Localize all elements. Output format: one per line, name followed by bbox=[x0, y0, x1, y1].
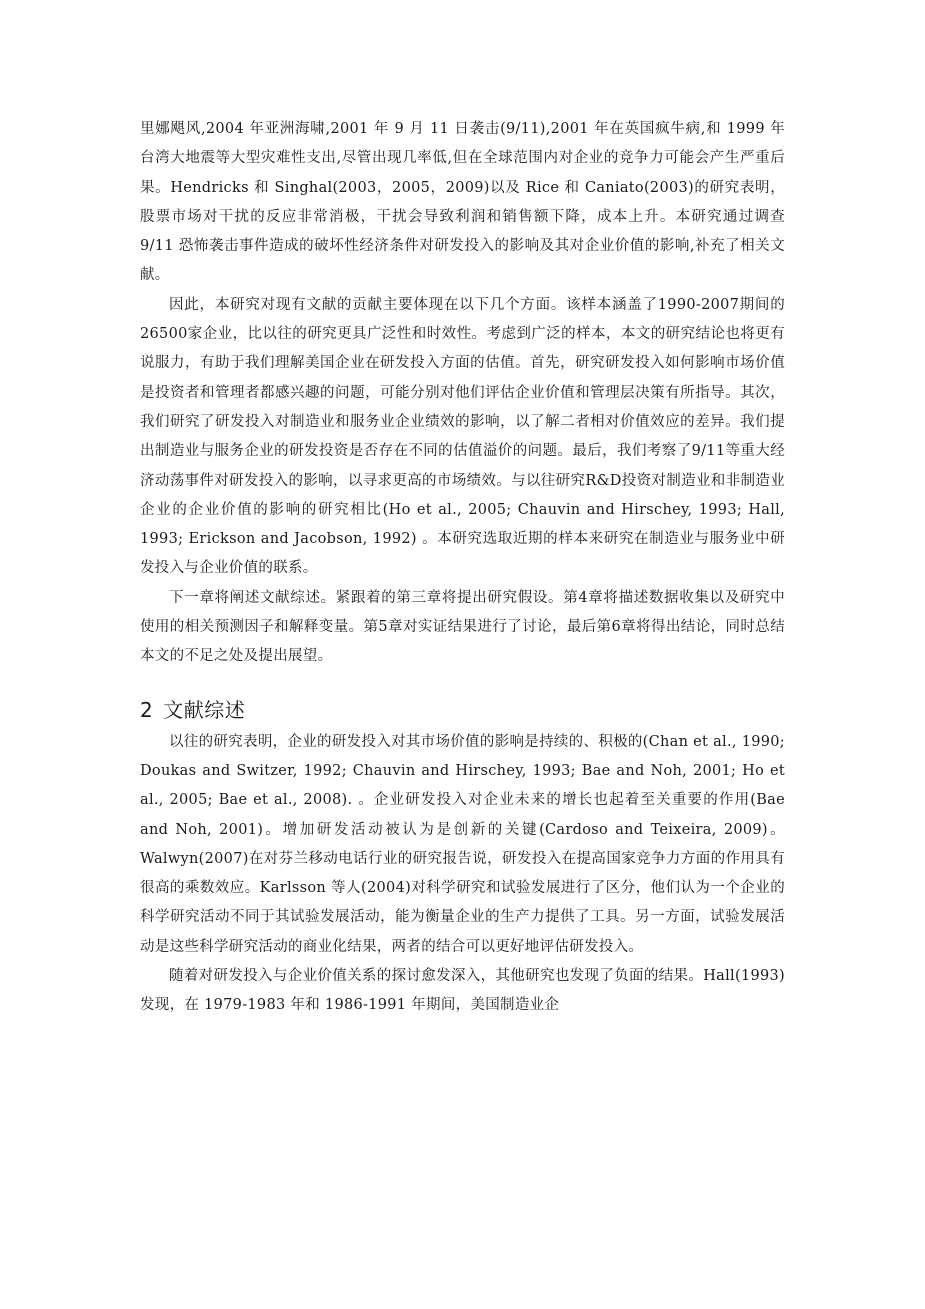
paragraph-contributions: 因此，本研究对现有文献的贡献主要体现在以下几个方面。该样本涵盖了1990-2007期间的26500家企业，比以往的研究更具广泛性和时效性。考虑到广泛的样本，本文的研究结论也将更有说服力，有助于我们理解美国企业在研发投入方面的估值。首先，研究研发投入如何影响市场价值是投资者和管理者都感兴趣的问题，可能分别对他们评估企业价值和管理层决策有所指导。其次，我们研究了研发投入对制造业和服务业企业绩效的影响，以了解二者相对价值效应的差异。我们提出制造业与服务企业的研发投资是否存在不同的估值溢价的问题。最后，我们考察了9/11等重大经济动荡事件对研发投入的影响，以寻求更高的市场绩效。与以往研究R&D投资对制造业和非制造业企业的企业价值的影响的研究相比(Ho et al., 2005; Chauvin and Hirschey, 1993; Hall, 1993; Erickson and Jacobson, 1992) 。本研究选取近期的样本来研究在制造业与服务业中研发投入与企业价值的联系。 bbox=[140, 296, 785, 577]
section-title: 文献综述 bbox=[163, 697, 246, 722]
section-number: 2 bbox=[140, 697, 154, 722]
paragraph-negative-results: 随着对研发投入与企业价值关系的探讨愈发深入，其他研究也发现了负面的结果。Hall(1993)发现，在 1979-1983 年和 1986-1991 年期间，美国制造业企 bbox=[140, 968, 785, 1014]
paragraph-chapter-outline: 下一章将阐述文献综述。紧跟着的第三章将提出研究假设。第4章将描述数据收集以及研究中使用的相关预测因子和解释变量。第5章对实证结果进行了讨论，最后第6章将得出结论，同时总结本文的不足之处及提出展望。 bbox=[140, 589, 785, 665]
paragraph-positive-effects: 以往的研究表明，企业的研发投入对其市场价值的影响是持续的、积极的(Chan et al., 1990; Doukas and Switzer, 1992; Chauvin and Hirschey, 1993; Bae and Noh, 2001; Ho et al., 2005; Bae et al., 2008). 。企业研发投入对企业未来的增长也起着至关重要的作用(Bae and Noh, 2001)。增加研发活动被认为是创新的关键(Cardoso and Teixeira, 2009)。Walwyn(2007)在对芬兰移动电话行业的研究报告说，研发投入在提高国家竞争力方面的作用具有很高的乘数效应。Karlsson 等人(2004)对科学研究和试验发展进行了区分，他们认为一个企业的科学研究活动不同于其试验发展活动，能为衡量企业的生产力提供了工具。另一方面，试验发展活动是这些科学研究活动的商业化结果，两者的结合可以更好地评估研发投入。 bbox=[140, 733, 785, 955]
paragraph-disaster-literature: 里娜飓风,2004 年亚洲海啸,2001 年 9 月 11 日袭击(9/11),2001 年在英国疯牛病,和 1999 年台湾大地震等大型灾难性支出,尽管出现几率低,但在全球范围内对企业的竞争力可能会产生严重后果。Hendricks 和 Singhal(2003，2005，2009)以及 Rice 和 Caniato(2003)的研究表明，股票市场对干扰的反应非常消极，干扰会导致利润和销售额下降，成本上升。本研究通过调查 9/11 恐怖袭击事件造成的破坏性经济条件对研发投入的影响及其对企业价值的影响,补充了相关文献。 bbox=[140, 121, 785, 284]
document-page bbox=[140, 115, 785, 1021]
section-heading bbox=[140, 694, 785, 726]
